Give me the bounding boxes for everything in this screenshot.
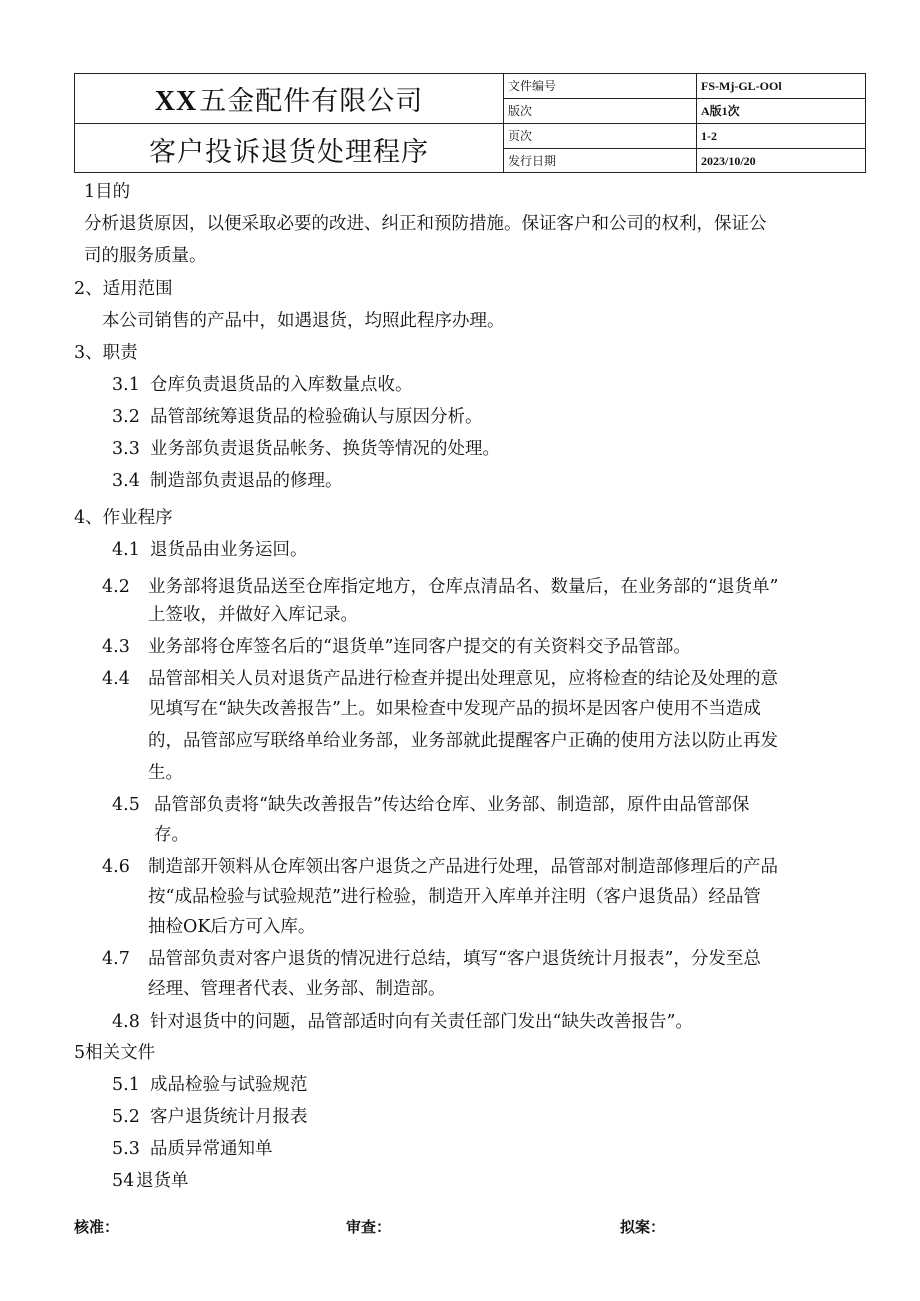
list-item: 3.4 制造部负责退品的修理。 bbox=[112, 471, 343, 491]
company-name-row bbox=[75, 74, 503, 124]
doc-title: 客户投诉退货处理程序 bbox=[149, 136, 429, 168]
list-item: 4.4 品管部相关人员对退货产品进行检查并提出处理意见，应将检查的结论及处理的意 bbox=[102, 669, 778, 689]
section-5-title: 5相关文件 bbox=[74, 1043, 156, 1063]
section-1-title: 1目的 bbox=[84, 182, 131, 202]
label-version: 版次 bbox=[504, 99, 696, 124]
footer-review-label: 审查： bbox=[346, 1218, 392, 1236]
header-values bbox=[697, 74, 865, 172]
list-item-continuation: 的，品管部应写联络单给业务部，业务部就此提醒客户正确的使用方法以防止再发 bbox=[148, 731, 778, 751]
document-header-table bbox=[74, 73, 866, 173]
label-doc-number: 文件编号 bbox=[504, 74, 696, 99]
label-issue-date: 发行日期 bbox=[508, 154, 557, 168]
list-item: 4.2 业务部将退货品送至仓库指定地方，仓库点清品名、数量后，在业务部的“退货单” bbox=[102, 577, 779, 597]
value-issue-date: 2023/10/20 bbox=[701, 154, 756, 168]
list-item: 4.3 业务部将仓库签名后的“退货单”连同客户提交的有关资料交予品管部。 bbox=[102, 637, 691, 657]
list-item: 3.2 品管部统筹退货品的检验确认与原因分析。 bbox=[112, 407, 483, 427]
list-item-continuation: 生。 bbox=[148, 763, 183, 783]
footer-approve-label: 核准： bbox=[74, 1218, 120, 1236]
footer-draft-label: 拟案： bbox=[620, 1218, 666, 1236]
label-page: 页次 bbox=[504, 124, 696, 149]
list-item: 4.7 品管部负责对客户退货的情况进行总结，填写“客户退货统计月报表”，分发至总 bbox=[102, 949, 761, 969]
list-item-continuation: 存。 bbox=[154, 825, 189, 845]
section-2-title: 2、适用范围 bbox=[74, 279, 173, 299]
list-item: 5.3 品质异常通知单 bbox=[112, 1139, 273, 1159]
section-1-text-line-2: 司的服务质量。 bbox=[84, 246, 207, 266]
value-doc-number: FS-Mj-GL-OOl bbox=[697, 74, 865, 99]
list-item-continuation: 见填写在“缺失改善报告”上。如果检查中发现产品的损坏是因客户使用不当造成 bbox=[148, 699, 761, 719]
list-item: 54退货单 bbox=[112, 1171, 189, 1191]
header-title-block bbox=[75, 74, 504, 172]
section-4-title: 4、作业程序 bbox=[74, 508, 173, 528]
value-version: A版1次 bbox=[697, 99, 865, 124]
list-item-continuation: 上签收，并做好入库记录。 bbox=[148, 605, 358, 625]
value-page: 1-2 bbox=[697, 124, 865, 149]
list-item-continuation: 经理、管理者代表、业务部、制造部。 bbox=[148, 979, 446, 999]
list-item: 5.1 成品检验与试验规范 bbox=[112, 1075, 308, 1095]
list-item: 3.1 仓库负责退货品的入库数量点收。 bbox=[112, 375, 413, 395]
header-labels bbox=[504, 74, 697, 172]
section-1-text-line-1: 分析退货原因，以便采取必要的改进、纠正和预防措施。保证客户和公司的权利，保证公 bbox=[84, 214, 767, 234]
section-2-text: 本公司销售的产品中，如遇退货，均照此程序办理。 bbox=[102, 311, 505, 331]
list-item: 4.5 品管部负责将“缺失改善报告”传达给仓库、业务部、制造部，原件由品管部保 bbox=[112, 795, 750, 815]
list-item: 3.3 业务部负责退货品帐务、换货等情况的处理。 bbox=[112, 439, 500, 459]
list-item-continuation: 抽检OK后方可入库。 bbox=[148, 917, 316, 937]
list-item: 4.1 退货品由业务运回。 bbox=[112, 540, 308, 560]
section-3-title: 3、职责 bbox=[74, 343, 138, 363]
list-item: 5.2 客户退货统计月报表 bbox=[112, 1107, 308, 1127]
list-item-continuation: 按“成品检验与试验规范”进行检验，制造开入库单并注明（客户退货品）经品管 bbox=[148, 887, 761, 907]
list-item: 4.8 针对退货中的问题，品管部适时向有关责任部门发出“缺失改善报告”。 bbox=[112, 1012, 693, 1032]
list-item: 4.6 制造部开领料从仓库领出客户退货之产品进行处理，品管部对制造部修理后的产品 bbox=[102, 857, 778, 877]
doc-title-row bbox=[75, 124, 503, 174]
company-name: XX五金配件有限公司 bbox=[154, 86, 424, 117]
